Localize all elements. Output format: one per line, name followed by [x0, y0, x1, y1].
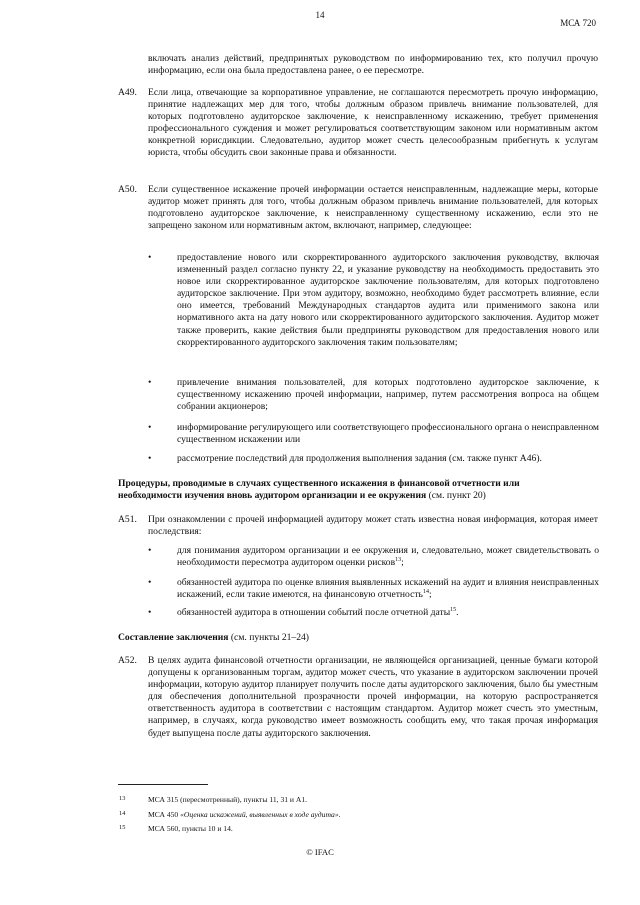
- heading-reference: (см. пункт 20): [426, 490, 486, 502]
- page-number: 14: [315, 10, 325, 20]
- paragraph-label-a51: А51.: [118, 514, 137, 525]
- footnote-number-14: 14: [119, 810, 126, 817]
- bullet-text: обязанностей аудитора по оценке влияния выявленных искажений на аудит и влияния неисправленных искажений, если такие имеются, на финансовую отчетность: [177, 577, 599, 601]
- paragraph-a51: При ознакомлении с прочей информацией аудитору может стать известна новая информация, которая имеет последствия:: [148, 514, 598, 538]
- bullet-icon: •: [148, 377, 152, 388]
- heading-line-2: необходимости изучения вновь аудитором организации и ее окружения: [118, 490, 427, 502]
- paragraph-a49: Если лица, отвечающие за корпоративное управление, не соглашаются пересмотреть прочую информацию, принятие надлежащих мер для того, чтобы должным образом привлечь внимание пользователей, для которых подготовлено аудиторское заключение, к неисправленному искажению, требует применения профессионального суждения и может регулироваться соответствующим законом или нормативным актом конкретной юрисдикции. Следовательно, аудитор может счесть целесообразным прибегнуть к услугам юриста, чтобы обсудить свои законные права и обязанности.: [148, 87, 598, 159]
- footnote-ref-14[interactable]: 14: [422, 588, 429, 595]
- bullet-tail: ;: [428, 589, 432, 601]
- bullet-icon: •: [148, 252, 152, 263]
- footnote-13: МСА 315 (пересмотренный), пункты 11, 31 и А1.: [148, 795, 308, 804]
- footnote-tail: .: [338, 810, 341, 819]
- heading-title: Составление заключения: [118, 632, 229, 643]
- section-heading-procedures: [118, 478, 598, 502]
- paragraph-label-a52: А52.: [118, 655, 137, 666]
- a50-bullet-4: рассмотрение последствий для продолжения выполнения задания (см. также пункт А46).: [177, 453, 542, 464]
- footnote-15: МСА 560, пункты 10 и 14.: [148, 824, 233, 833]
- paragraph-a50: Если существенное искажение прочей информации остается неисправленным, надлежащие меры, которые аудитор может принять для того, чтобы должным образом привлечь внимание пользователей, для которых подготовлено аудиторское заключение, к неисправленному существенному искажению, если это не запрещено законом или нормативным актом, включают, например, следующее:: [148, 184, 598, 232]
- bullet-icon: •: [148, 607, 152, 618]
- paragraph-label-a49: А49.: [118, 87, 137, 98]
- a50-bullet-3: информирование регулирующего или соответствующего профессионального органа о неисправленном существенном искажении или: [177, 422, 599, 446]
- footnote-italic-title: «Оценка искажений, выявленных в ходе аудита»: [180, 810, 339, 819]
- intro-paragraph: включать анализ действий, предпринятых руководством по информированию тех, кто получил прочую информацию, если она была предоставлена ранее, о ее пересмотре.: [148, 53, 598, 77]
- heading-reference: (см. пункты 21–24): [228, 632, 310, 643]
- bullet-icon: •: [148, 453, 152, 464]
- footnote-number-13: 13: [119, 795, 126, 802]
- a51-bullet-1: [177, 545, 599, 569]
- footnote-ref-15[interactable]: 15: [450, 606, 457, 613]
- heading-line-1: Процедуры, проводимые в случаях существенного искажения в финансовой отчетности или: [118, 478, 520, 489]
- a51-bullet-2: [177, 577, 599, 601]
- footnote-text: МСА 450: [148, 810, 181, 819]
- footnote-divider: [118, 784, 208, 785]
- bullet-tail: ;: [401, 557, 404, 569]
- document-code: МСА 720: [560, 18, 596, 28]
- section-heading-report: [118, 632, 598, 644]
- copyright-footer: © IFAC: [306, 847, 334, 857]
- footnote-number-15: 15: [119, 824, 126, 831]
- footnote-ref-13[interactable]: 13: [395, 556, 402, 563]
- bullet-icon: •: [148, 422, 152, 433]
- paragraph-label-a50: А50.: [118, 184, 137, 195]
- bullet-text: обязанностей аудитора в отношении событий после отчетной даты: [177, 607, 451, 618]
- paragraph-a52: В целях аудита финансовой отчетности организации, не являющейся организацией, ценные бумаги которой допущены к организованным торгам, аудитор может счесть, что указание в аудиторском заключении прочей информации, которую аудитор планирует получить после даты аудиторского заключения, было бы уместным для обеспечения дополнительной прозрачности прочей информации, на которую распространяется ответственность аудитора в соответствии с настоящим стандартом. Аудитор может счесть это уместным, например, в случаях, когда руководство имеет возможность сообщить ему, что такая прочая информация будет выпущена после даты аудиторского заключения.: [148, 655, 598, 739]
- bullet-tail: .: [456, 607, 459, 618]
- footnote-14: [148, 809, 341, 821]
- bullet-icon: •: [148, 577, 152, 588]
- a50-bullet-2: привлечение внимания пользователей, для которых подготовлено аудиторское заключение, к существенному искажению прочей информации, например, путем рассмотрения вопроса на общем собрании акционеров;: [177, 377, 599, 413]
- bullet-text: для понимания аудитором организации и ее окружения и, следовательно, может свидетельствовать о необходимости пересмотра аудитором оценки рисков: [177, 545, 599, 569]
- a51-bullet-3: [177, 607, 599, 619]
- bullet-icon: •: [148, 545, 152, 556]
- a50-bullet-1: предоставление нового или скорректированного аудиторского заключения руководству, включая измененный раздел согласно пункту 22, и указание руководству на необходимость предоставить это новое или скорректированное аудиторское заключение пользователям, для которых подготовлено аудиторское заключение. При этом аудитору, возможно, необходимо будет рассмотреть влияние, если оно имеется, требований Международных стандартов аудита или применимого закона или нормативного акта на дату нового или скорректированного аудиторского заключения. Аудитор может также проверить, какие действия были предприняты руководством для предоставления нового или скорректированного аудиторского заключения таким пользователям;: [177, 252, 599, 348]
